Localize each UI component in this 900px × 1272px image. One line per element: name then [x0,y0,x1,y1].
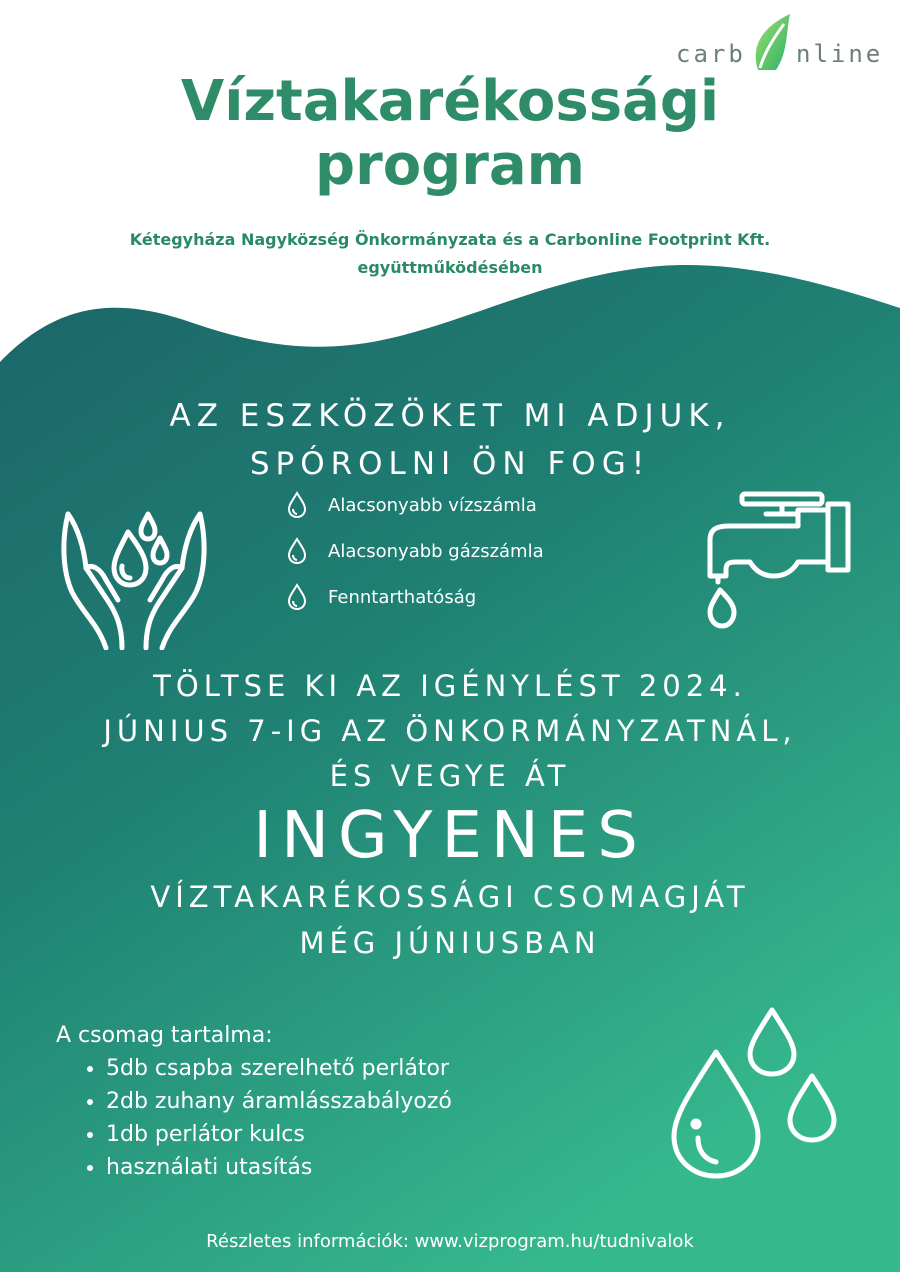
footer-info: Részletes információk: www.vizprogram.hu/tudnivalok [206,1231,694,1252]
benefit-item [286,574,646,620]
benefit-item [286,482,646,528]
water-drops-icon [660,1006,846,1182]
benefit-label: Fenntarthatóság [328,586,477,608]
faucet-dripping-icon [706,490,854,632]
package-name [0,874,900,966]
instructions-line-1: TÖLTSE KI AZ IGÉNYLÉST 2024. [153,669,747,703]
benefit-label: Alacsonyabb gázszámla [328,540,544,562]
page-title [0,70,900,198]
package-line-1: VÍZTAKARÉKOSSÁGI CSOMAGJÁT [150,880,750,914]
list-item: • 5db csapba szerelhető perlátor [106,1052,576,1085]
carbonline-logo [676,12,884,72]
package-items-list [56,1052,576,1184]
benefit-label: Alacsonyabb vízszámla [328,494,537,516]
water-drop-outline-icon [286,537,308,565]
free-highlight: INGYENES [253,799,647,873]
instructions-line-3: ÉS VEGYE ÁT [329,759,571,793]
slogan-line-2: SPÓROLNI ÖN FOG! [249,446,651,482]
list-item: • 1db perlátor kulcs [106,1118,576,1151]
slogan-line-1: AZ ESZKÖZÖKET MI ADJUK, [169,398,731,434]
title-line-2: program [314,133,586,198]
package-line-2: MÉG JÚNIUSBAN [299,926,601,960]
package-contents [56,1020,576,1184]
benefits-list [286,482,646,620]
subtitle-line-1: Kétegyháza Nagyközség Önkormányzata és a Carbonline Footprint Kft. [129,230,771,249]
instructions-line-2: JÚNIUS 7-IG AZ ÖNKORMÁNYZATNÁL, [103,714,797,748]
logo-text-right: nline [796,40,884,68]
subtitle-line-2: együttműködésében [357,258,543,277]
subtitle [40,226,860,282]
instructions [0,664,900,799]
water-drop-outline-icon [286,491,308,519]
leaf-logo-icon [750,12,794,72]
list-item: • használati utasítás [106,1151,576,1184]
title-line-1: Víztakarékossági [180,69,720,134]
package-contents-title: A csomag tartalma: [56,1023,273,1048]
water-drop-outline-icon [286,583,308,611]
logo-text-left: carb [676,40,746,68]
list-item: • 2db zuhany áramlásszabályozó [106,1085,576,1118]
slogan [0,392,900,488]
benefit-item [286,528,646,574]
hands-water-drops-icon [58,508,210,650]
